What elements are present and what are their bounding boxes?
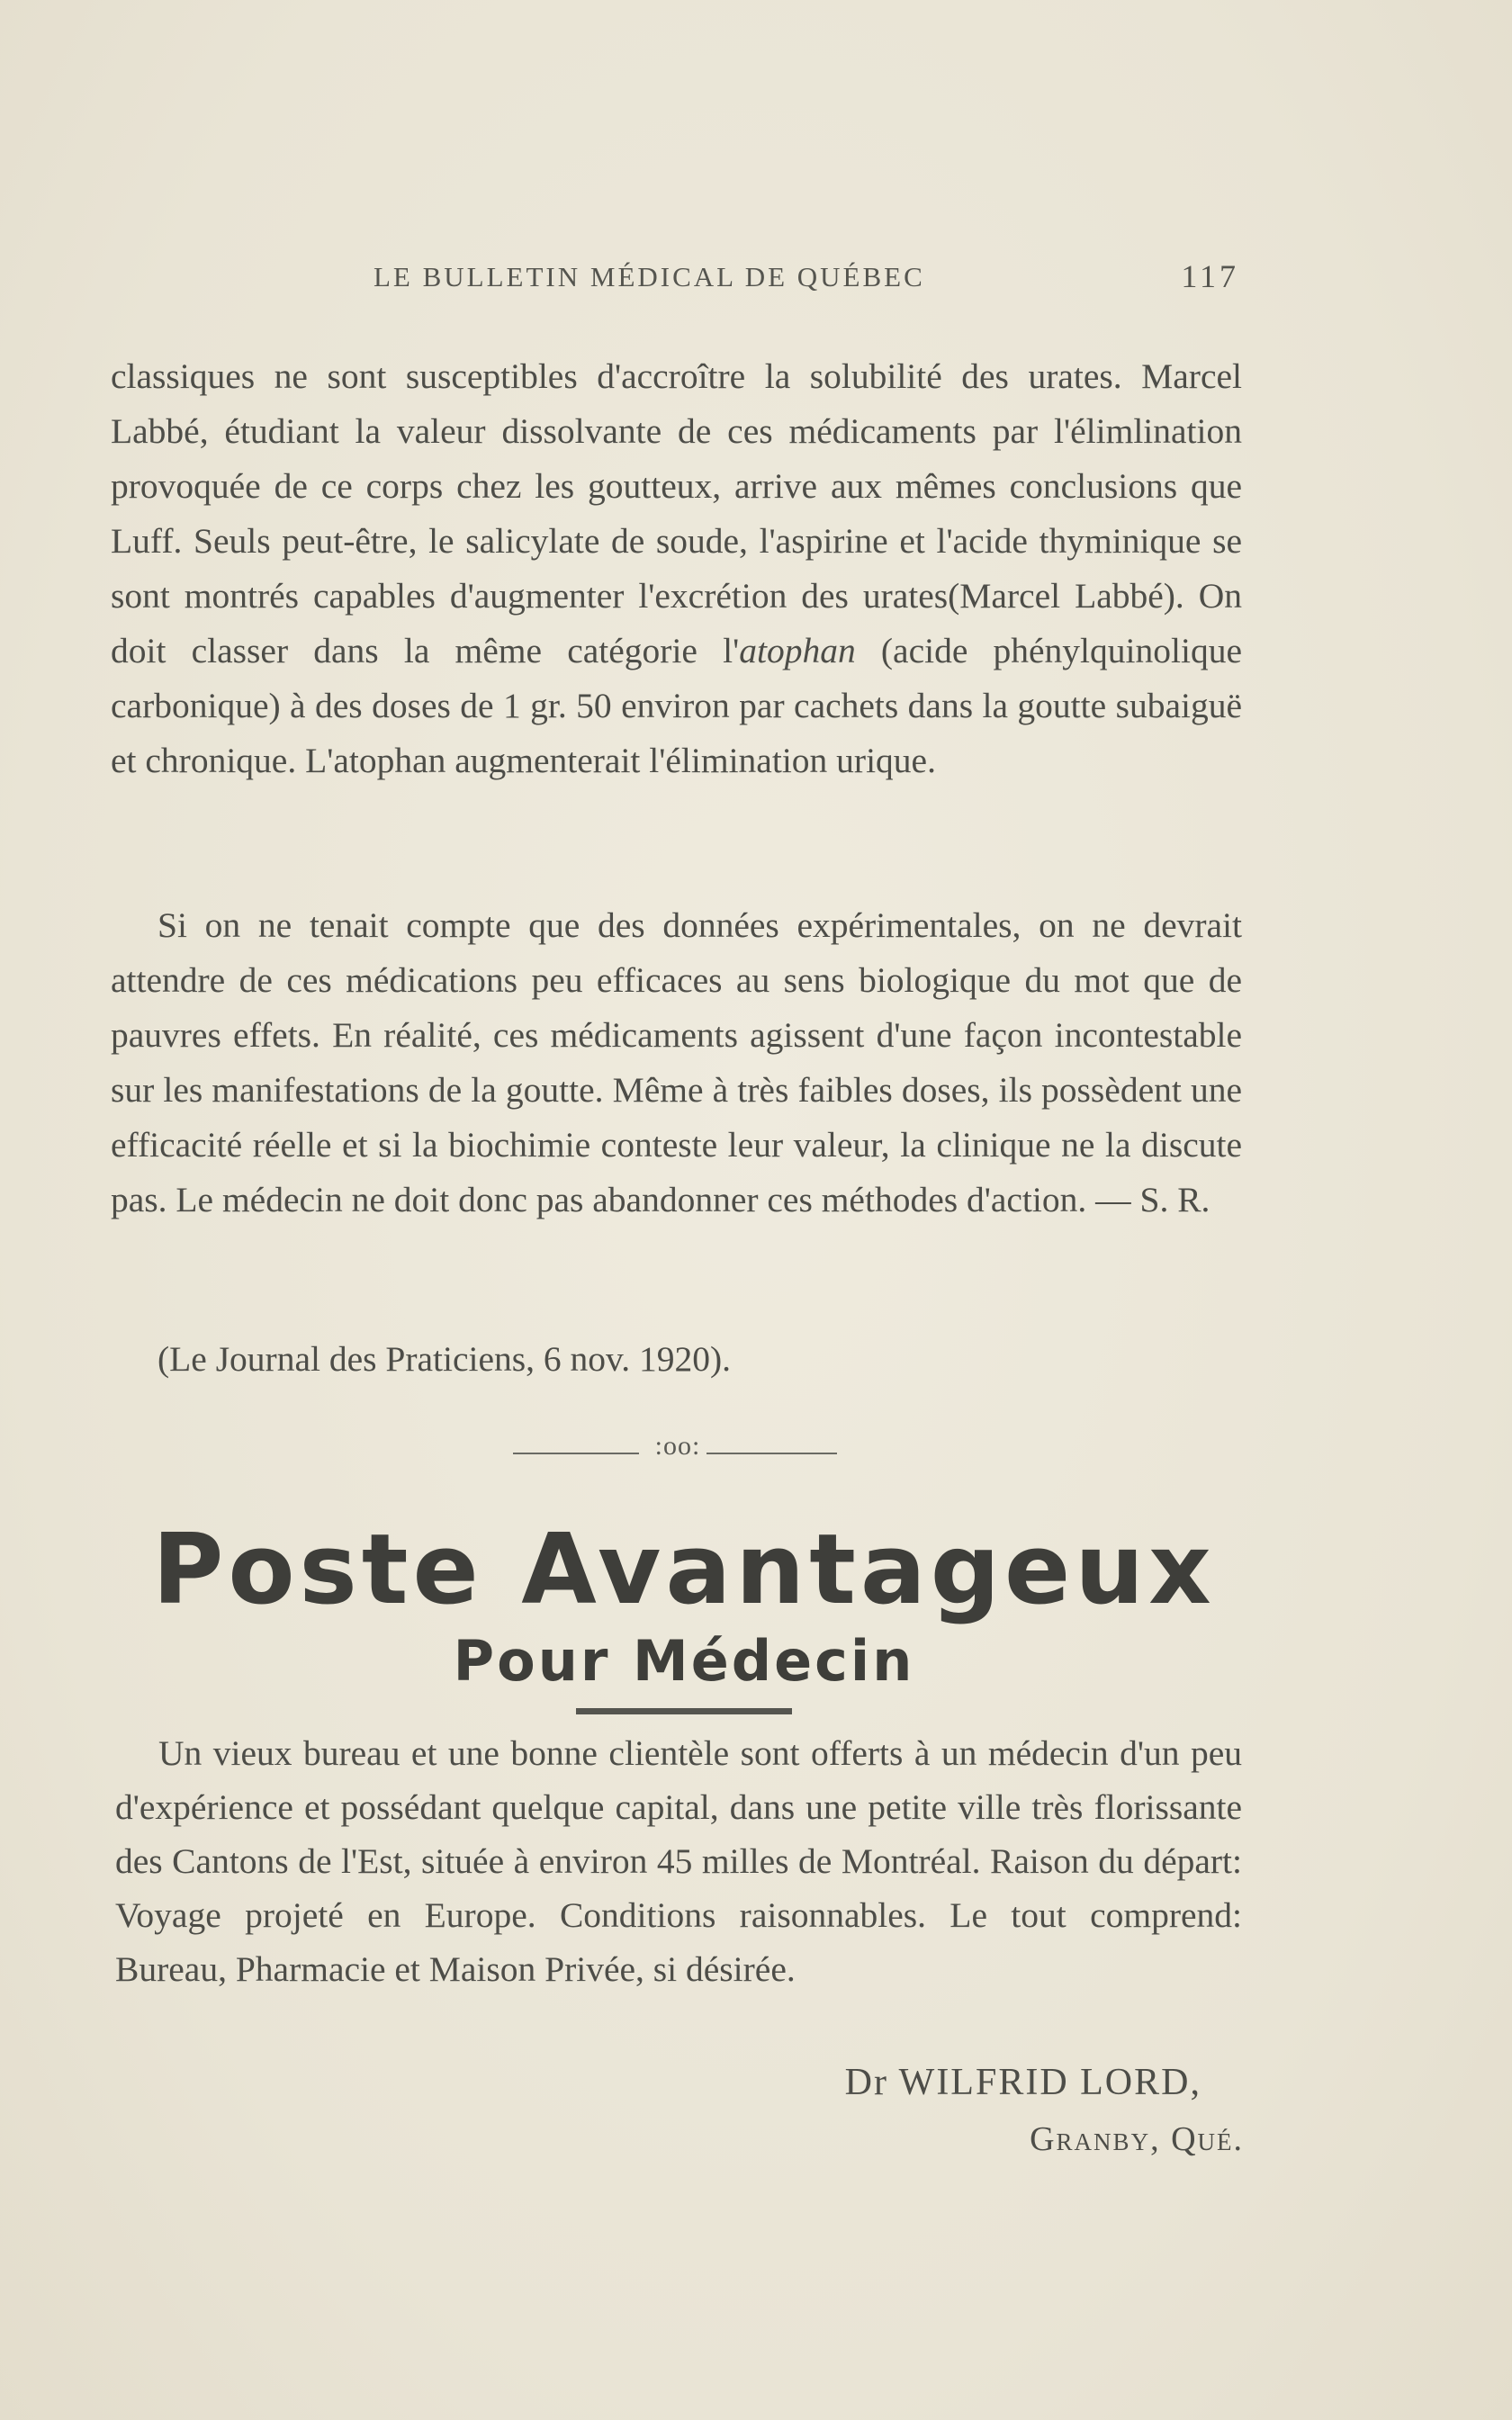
article-source-citation: (Le Journal des Praticiens, 6 nov. 1920). (158, 1339, 731, 1379)
paragraph-1-text-end: (acide phénylquinolique carbonique) à des doses de 1 gr. 50 environ par cachets dans la goutte subaiguë et chronique. L'atophan augmenterait l'élimination urique. (111, 631, 1242, 780)
page-number: 117 (1181, 258, 1239, 294)
article-paragraph-2: Si on ne tenait compte que des données expérimentales, on ne devrait attendre de ces médications peu efficaces au sens biologique du mot que de pauvres effets. En réalité, ces médicaments agissent d'une façon incontestable sur les manifestations de la goutte. Même à très faibles doses, ils possèdent une efficacité réelle et si la biochimie conteste leur valeur, la clinique ne la discute pas. Le médecin ne doit donc pas abandonner ces méthodes d'action. — S. R. (111, 905, 1242, 1219)
advertisement-location: Granby, Qué. (1030, 2120, 1244, 2158)
paragraph-1-text: classiques ne sont susceptibles d'accroître la solubilité des urates. Marcel Labbé, étudiant la valeur dissolvante de ces médicaments par l'élimlination provoquée de ce corps chez les goutteux, arrive aux mêmes conclusions que Luff. Seuls peut-être, le salicylate de soude, l'aspirine et l'acide thyminique se sont montrés capables d'augmenter l'excrétion des urates(Marcel Labbé). On doit classer dans la même catégorie l' (111, 356, 1242, 670)
article-paragraph-1 (111, 349, 1242, 788)
running-title: LE BULLETIN MÉDICAL DE QUÉBEC (374, 261, 925, 292)
separator-mark: :oo: (654, 1431, 701, 1461)
advertisement-body: Un vieux bureau et une bonne clientèle sont offerts à un médecin d'un peu d'expérience et possédant quelque capital, dans une petite ville très florissante des Cantons de l'Est, située à environ 45 milles de Montréal. Raison du départ: Voyage projeté en Europe. Conditions raisonnables. Le tout comprend: Bureau, Pharmacie et Maison Privée, si désirée. (115, 1733, 1242, 1989)
advertisement-rule (576, 1708, 792, 1714)
advertisement-subtitle: Pour Médecin (453, 1628, 915, 1694)
separator-line-right (706, 1453, 837, 1454)
advertisement-title: Poste Avantageux (152, 1514, 1216, 1626)
section-separator (513, 1431, 837, 1476)
running-header (374, 258, 1256, 297)
advertisement-signature: Dr WILFRID LORD, (844, 2062, 1202, 2103)
separator-line-left (513, 1453, 639, 1454)
paragraph-1-italic-term: atophan (739, 631, 856, 670)
